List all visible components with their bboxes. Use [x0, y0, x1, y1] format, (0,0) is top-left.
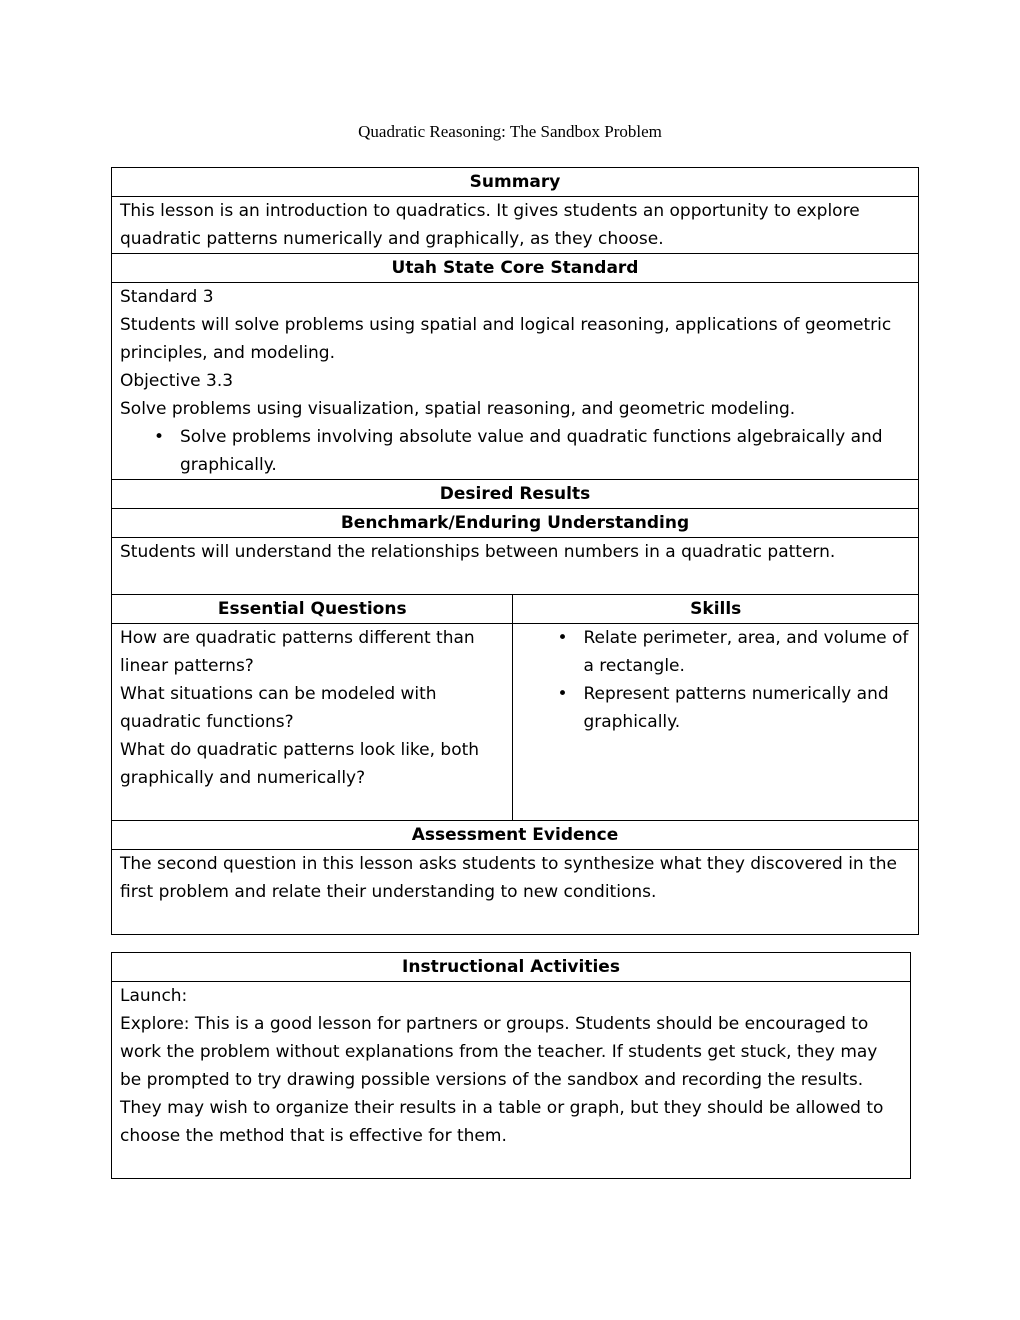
benchmark-heading-row [112, 509, 919, 538]
essential-question: What do quadratic patterns look like, both graphically and numerically? [120, 740, 480, 788]
benchmark-heading: Benchmark/Enduring Understanding [112, 509, 919, 538]
essential-question: How are quadratic patterns different than linear patterns? [120, 628, 475, 676]
standard-heading: Utah State Core Standard [112, 254, 919, 283]
explore-text: Explore: This is a good lesson for partners or groups. Students should be encouraged to work the problem without explanations from the teacher. If students get stuck, they may be prompted to try drawing possible versions of the sandbox and recording the results. They may wish to organize their results in a table or graph, but they should be allowed to choose the method that is effective for them. [120, 1014, 884, 1146]
summary-heading: Summary [112, 168, 919, 197]
skills-cell [513, 624, 919, 821]
summary-text: This lesson is an introduction to quadratics. It gives students an opportunity to explore quadratic patterns numerically and graphically, as they choose. [112, 197, 919, 254]
standard-body [112, 283, 919, 480]
lesson-plan-table [111, 167, 919, 935]
skills-list [521, 624, 910, 736]
instructional-activities-table [111, 952, 911, 1179]
launch-text: Launch: [120, 986, 188, 1006]
standard-text: Students will solve problems using spatial and logical reasoning, applications of geometric principles, and modeling. [120, 315, 892, 363]
objective-text: Solve problems using visualization, spatial reasoning, and geometric modeling. [120, 399, 796, 419]
essential-questions-list [112, 624, 513, 821]
objective-bullet: • Solve problems involving absolute value and quadratic functions algebraically and graphically. [180, 423, 910, 479]
standard-body-row [112, 283, 919, 480]
questions-skills-body-row [112, 624, 919, 821]
objective-label: Objective 3.3 [120, 371, 234, 391]
benchmark-text: Students will understand the relationships between numbers in a quadratic pattern. [112, 538, 919, 595]
skill-item: • Represent patterns numerically and graphically. [583, 680, 910, 736]
summary-body-row [112, 197, 919, 254]
benchmark-body-row [112, 538, 919, 595]
instructional-body [112, 982, 911, 1179]
document-title: Quadratic Reasoning: The Sandbox Problem [358, 122, 662, 141]
desired-results-row [112, 480, 919, 509]
objective-bullet-list [120, 423, 910, 479]
assessment-text: The second question in this lesson asks students to synthesize what they discovered in the first problem and relate their understanding to new conditions. [112, 850, 919, 935]
standard-heading-row [112, 254, 919, 283]
assessment-heading: Assessment Evidence [112, 821, 919, 850]
skill-item: • Relate perimeter, area, and volume of a rectangle. [583, 624, 910, 680]
questions-skills-heading-row [112, 595, 919, 624]
instructional-heading: Instructional Activities [112, 953, 911, 982]
assessment-body-row [112, 850, 919, 935]
instructional-heading-row [112, 953, 911, 982]
essential-questions-heading: Essential Questions [112, 595, 513, 624]
desired-results-heading: Desired Results [112, 480, 919, 509]
skills-heading: Skills [513, 595, 919, 624]
essential-question: What situations can be modeled with quadratic functions? [120, 684, 437, 732]
assessment-heading-row [112, 821, 919, 850]
instructional-body-row [112, 982, 911, 1179]
summary-heading-row [112, 168, 919, 197]
standard-label: Standard 3 [120, 287, 214, 307]
